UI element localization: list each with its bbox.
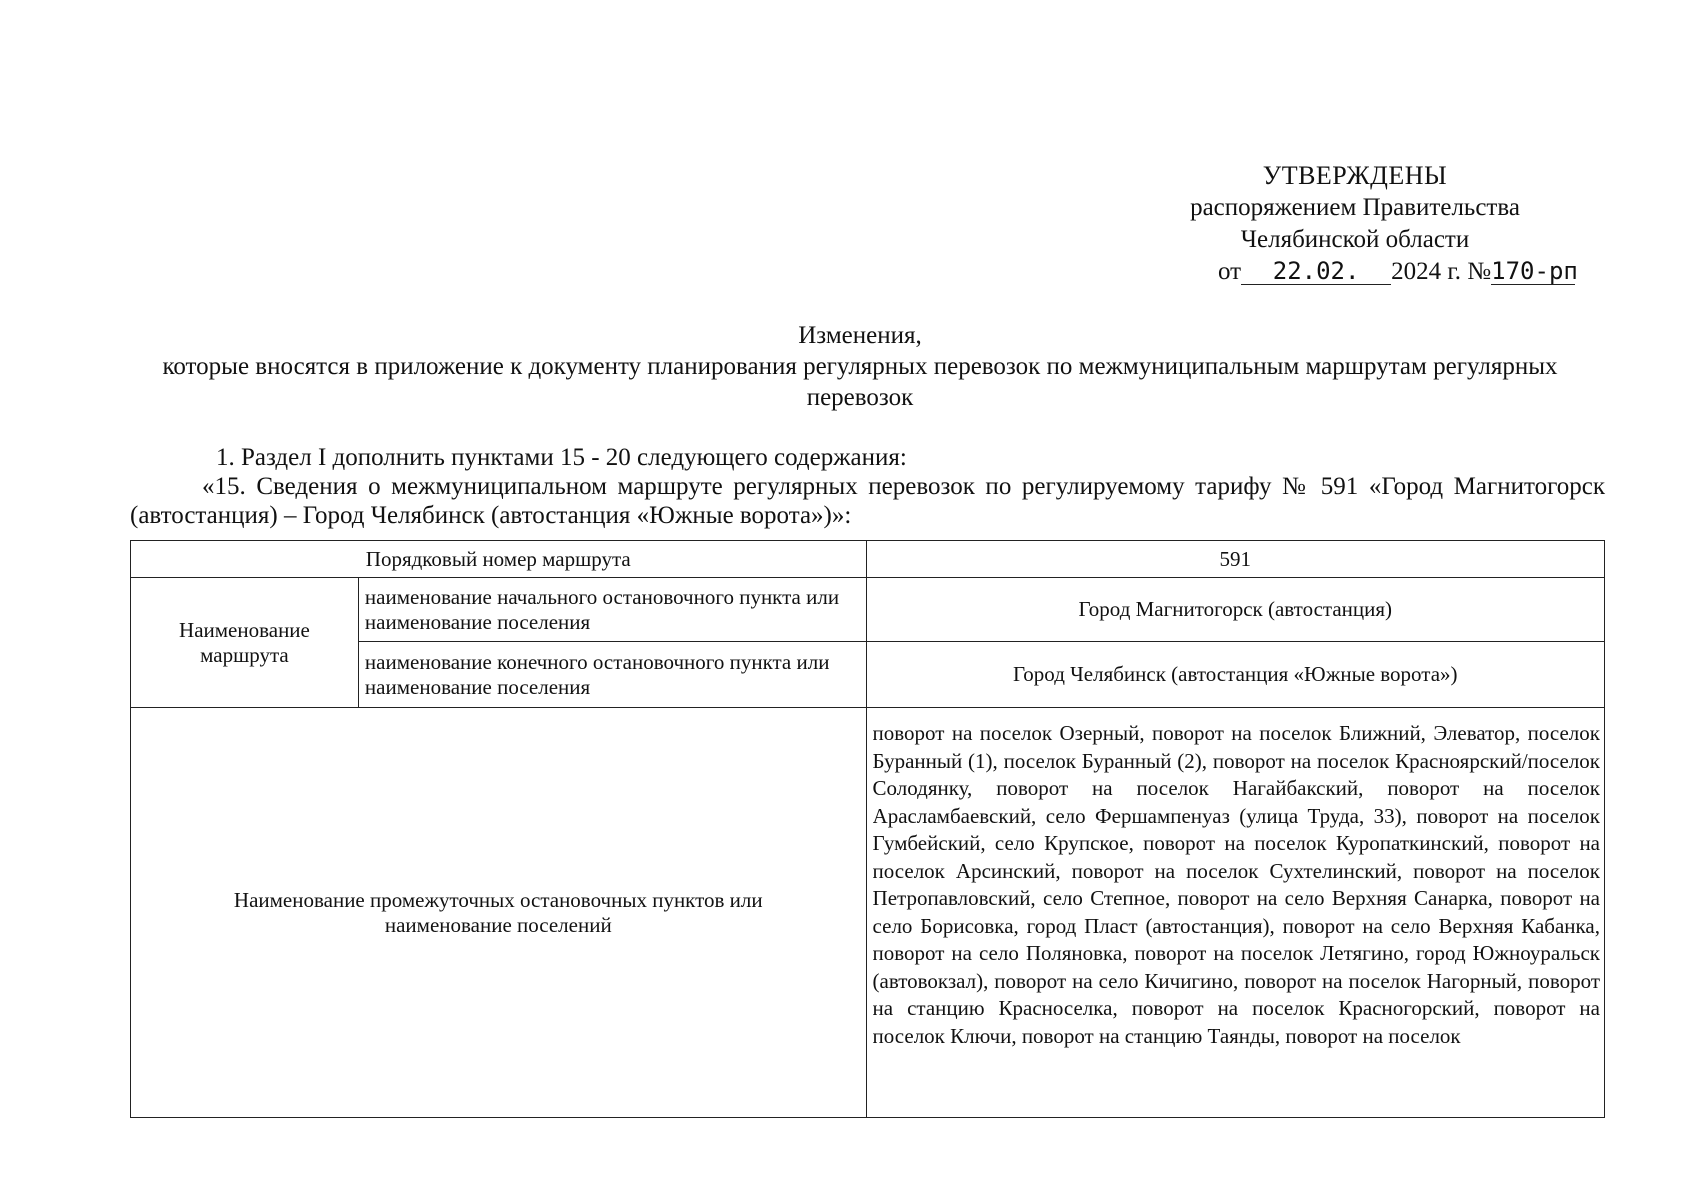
intro-point-1: 1. Раздел I дополнить пунктами 15 - 20 следующего содержания: — [216, 444, 907, 471]
document-heading — [130, 320, 1590, 413]
end-stop-value: Город Челябинск (автостанция «Южные ворота») — [866, 642, 1604, 708]
end-stop-label: наименование конечного остановочного пункта или наименование поселения — [358, 642, 866, 708]
approval-block — [1130, 160, 1580, 288]
approval-title: УТВЕРЖДЕНЫ — [1262, 161, 1448, 190]
start-stop-value: Город Магнитогорск (автостанция) — [866, 578, 1604, 642]
handwritten-number: 170-рп — [1491, 257, 1578, 285]
intro-point-15: «15. Сведения о межмуниципальном маршруте регулярных перевозок по регулируемому тарифу № 591 «Город Магнитогорск (автостанция) – Город Челябинск (автостанция «Южные ворота»)»: — [130, 473, 1605, 529]
number-prefix: № — [1467, 258, 1492, 285]
table-row — [131, 708, 1605, 1118]
handwritten-date: 22.02. — [1241, 258, 1391, 285]
intro-section — [130, 443, 1605, 530]
route-number-value: 591 — [866, 541, 1604, 578]
year-text: 2024 г. — [1391, 258, 1462, 285]
start-stop-label: наименование начального остановочного пункта или наименование поселения — [358, 578, 866, 642]
route-number-label: Порядковый номер маршрута — [131, 541, 867, 578]
route-table — [130, 540, 1605, 1118]
route-name-label: Наименование маршрута — [131, 578, 359, 708]
table-row — [131, 541, 1605, 578]
approval-line-1: распоряжением Правительства — [1190, 194, 1520, 221]
intermediate-stops-value: поворот на поселок Озерный, поворот на поселок Ближний, Элеватор, поселок Буранный (1), поселок Буранный (2), поворот на поселок Красноярский/поселок Солодянку, поворот на поселок Нагайбакский, поворот на поселок Арасламбаевский, село Фершампенуаз (улица Труда, 33), поворот на поселок Гумбейский, село Крупское, поворот на поселок Куропаткинский, поворот на поселок Арсинский, поворот на поселок Сухтелинский, поворот на поселок Петропавловский, село Степное, поворот на село Верхняя Санарка, поворот на село Борисовка, город Пласт (автостанция), поворот на село Верхняя Кабанка, поворот на село Поляновка, поворот на поселок Летягино, город Южноуральск (автовокзал), поворот на село Кичигино, поворот на поселок Нагорный, поворот на станцию Красноселка, поворот на поселок Красногорский, поворот на поселок Ключи, поворот на станцию Таянды, поворот на поселок — [872, 721, 1600, 1048]
approval-line-2: Челябинской области — [1240, 226, 1470, 253]
document-subtitle: которые вносятся в приложение к документу планирования регулярных перевозок по межмуниципальным маршрутам регулярных перевозок — [162, 353, 1558, 411]
intermediate-stops-label: Наименование промежуточных остановочных пунктов или наименование поселений — [131, 708, 867, 1118]
date-prefix: от — [1218, 258, 1242, 285]
table-row — [131, 578, 1605, 642]
approval-date-line — [1130, 256, 1580, 288]
document-title: Изменения, — [798, 322, 922, 349]
intermediate-stops-cell — [866, 708, 1604, 1118]
